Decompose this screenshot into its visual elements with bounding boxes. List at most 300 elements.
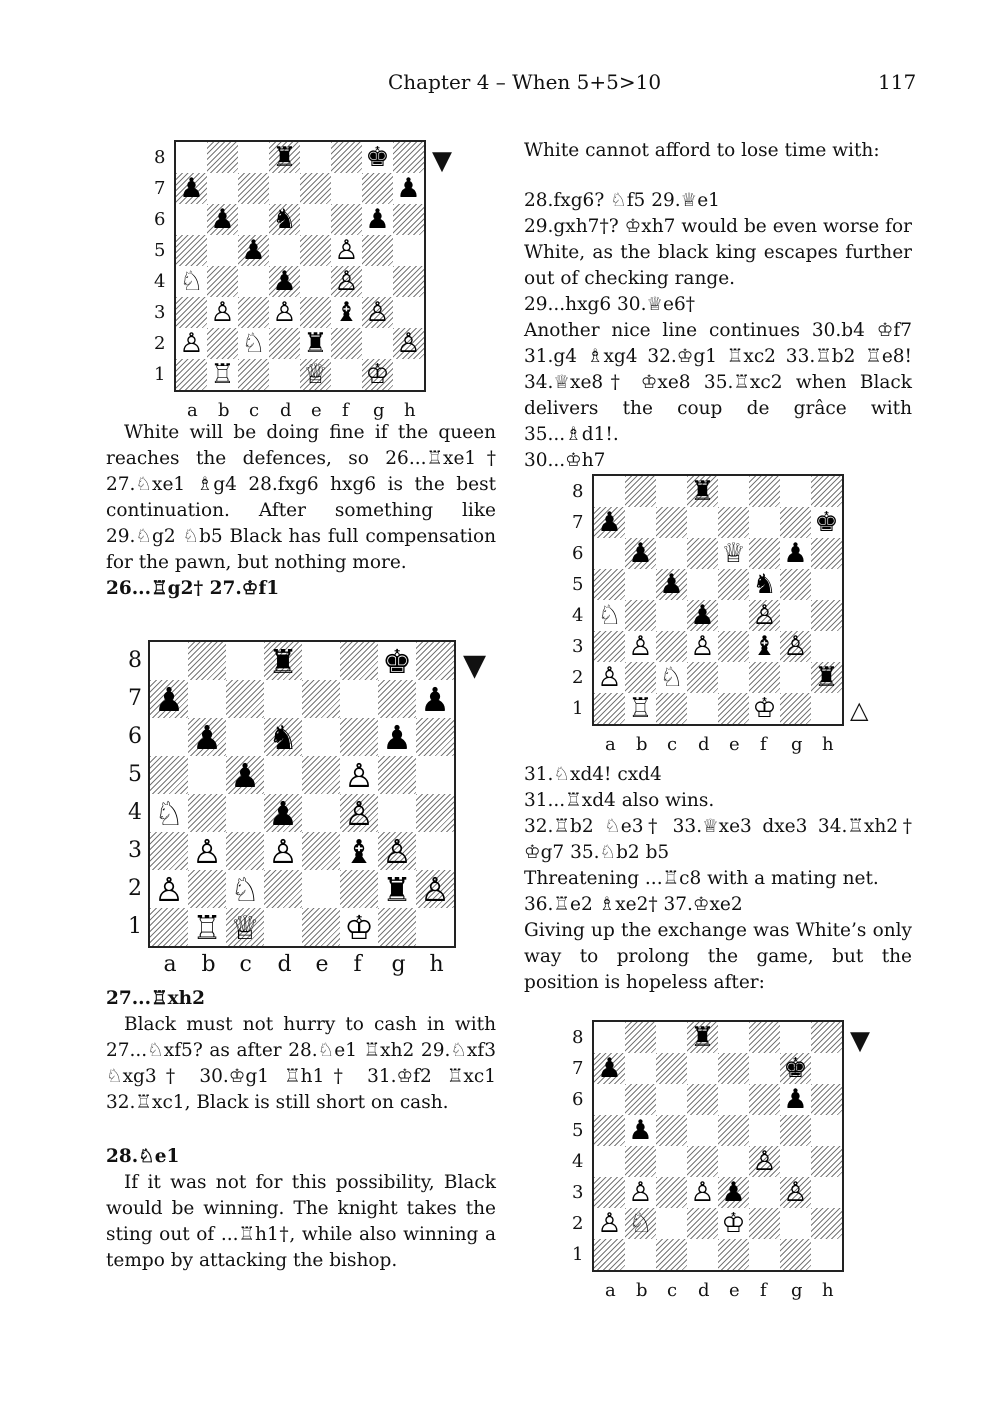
rank-label: 3 [154,301,166,323]
board-square [150,870,188,908]
white-knight-icon: ♘ [659,662,684,693]
board-square [780,1177,811,1208]
board-square [150,832,188,870]
board-square [656,476,687,507]
board-square [718,631,749,662]
board-square [331,266,362,297]
black-pawn-icon: ♟ [783,538,808,569]
board-square [393,204,424,235]
black-rook-icon: ♜ [303,328,328,359]
board-square [811,1022,842,1053]
file-label: d [698,734,710,755]
board-square [269,235,300,266]
board-square [176,359,207,390]
black-pawn-icon: ♟ [721,1177,746,1208]
chessboard [148,640,456,948]
file-label: e [729,734,740,755]
board-square [656,1208,687,1239]
board-square [378,908,416,946]
board-square [594,662,625,693]
board-square [362,328,393,359]
file-label: c [667,1280,678,1301]
board-square [656,631,687,662]
black-pawn-icon: ♟ [420,679,450,719]
rank-label: 2 [154,332,166,354]
variation-note: Another nice line continues 30.b4 ♔f7 31.g4 ♗xg4 32.♔g1 ♖xc2 33.♖b2 ♖e8! 34.♕xe8† ♔xe8 35.♖xc2 when Black delivers the coup de grâce with 35...♗d1!. [524,320,912,445]
board-square [718,1084,749,1115]
board-square [625,1053,656,1084]
variation-move: 31.♘xd4! cxd4 [524,764,662,785]
board-square [780,476,811,507]
board-square [656,600,687,631]
board-square [226,832,264,870]
board-square [264,718,302,756]
board-square [238,204,269,235]
board-square [176,297,207,328]
board-square [207,204,238,235]
board-square [302,642,340,680]
board-square [188,794,226,832]
board-square [718,476,749,507]
board-square [749,693,780,724]
board-square [393,297,424,328]
white-pawn-icon: ♙ [690,631,715,662]
black-pawn-icon: ♟ [382,717,412,757]
board-square [625,1084,656,1115]
right-column [524,138,912,474]
rank-label: 5 [572,573,584,595]
board-square [238,266,269,297]
board-square [811,476,842,507]
board-square [188,718,226,756]
board-square [207,328,238,359]
board-square [718,1208,749,1239]
file-label: b [636,1280,648,1301]
white-pawn-icon: ♙ [210,297,235,328]
black-pawn-icon: ♟ [268,793,298,833]
board-square [300,266,331,297]
board-square [718,569,749,600]
file-label: f [760,734,767,755]
board-square [226,718,264,756]
rank-label: 8 [154,146,166,168]
board-square [331,328,362,359]
rank-label: 1 [128,914,142,939]
white-rook-icon: ♖ [210,359,235,390]
board-square [749,507,780,538]
white-pawn-icon: ♙ [783,631,808,662]
black-pawn-icon: ♟ [628,1115,653,1146]
board-square [625,476,656,507]
board-square [594,1177,625,1208]
board-square [811,1177,842,1208]
white-pawn-icon: ♙ [783,1177,808,1208]
file-label: e [315,952,329,977]
board-square [749,1115,780,1146]
board-square [749,1084,780,1115]
board-square [625,1239,656,1270]
board-square [302,832,340,870]
board-square [188,908,226,946]
board-square [264,870,302,908]
board-square [811,693,842,724]
board-square [150,756,188,794]
board-square [300,142,331,173]
board-square [687,1239,718,1270]
board-square [780,1053,811,1084]
board-square [811,1239,842,1270]
white-pawn-icon: ♙ [334,266,359,297]
board-square [302,718,340,756]
left-column [106,420,496,602]
rank-label: 3 [572,635,584,657]
board-square [718,1053,749,1084]
board-square [625,538,656,569]
board-square [811,600,842,631]
board-square [811,1208,842,1239]
board-square [594,1022,625,1053]
analysis-paragraph: White will be doing fine if the queen reaches the defences, so 26...♖xe1† 27.♘xe1 ♗g4 28.fxg6 hxg6 is the best continuation. After something like 29.♘g2 ♘b5 Black has full compensation for the pawn, but nothing more. [106,422,496,573]
black-king-icon: ♚ [365,142,390,173]
game-move: 28.♘e1 [106,1146,180,1167]
board-square [718,662,749,693]
board-square [416,756,454,794]
board-square [656,507,687,538]
white-pawn-icon: ♙ [154,869,184,909]
board-square [811,662,842,693]
board-square [656,1084,687,1115]
file-label: f [342,400,349,421]
white-pawn-icon: ♙ [179,328,204,359]
rank-label: 8 [572,480,584,502]
white-pawn-icon: ♙ [396,328,421,359]
file-label: g [391,952,406,977]
black-to-move-icon: ▼ [850,1026,870,1056]
board-square [780,538,811,569]
board-square [594,693,625,724]
board-square [207,266,238,297]
board-square [393,173,424,204]
board-square [656,662,687,693]
board-square [656,1146,687,1177]
rank-label: 8 [572,1026,584,1048]
variation-move: 28.fxg6? ♘f5 29.♕e1 [524,190,720,211]
file-label: e [729,1280,740,1301]
white-pawn-icon: ♙ [597,662,622,693]
board-square [150,908,188,946]
board-square [362,359,393,390]
variation-note: 29.gxh7†? ♔xh7 would be even worse for White, as the black king escapes further out of checking range. [524,216,912,289]
white-pawn-icon: ♙ [365,297,390,328]
file-label: a [187,400,198,421]
board-square [362,297,393,328]
chessboard [592,1020,844,1272]
file-label: c [239,952,252,977]
white-pawn-icon: ♙ [344,755,374,795]
board-square [207,142,238,173]
file-label: f [760,1280,767,1301]
board-square [150,718,188,756]
analysis-paragraph: Black must not hurry to cash in with 27...♘xf5? as after 28.♘e1 ♖xh2 29.♘xf3 ♘xg3† 30.♔g1 ♖h1† 31.♔f2 ♖xc1 32.♖xc1, Black is still short on cash. [106,1014,496,1113]
chess-diagram-4 [560,1020,914,1306]
board-square [188,870,226,908]
board-square [188,642,226,680]
board-square [687,476,718,507]
board-square [780,1146,811,1177]
board-square [594,507,625,538]
white-pawn-icon: ♙ [334,235,359,266]
board-square [780,1239,811,1270]
game-move: 27...♖xh2 [106,988,206,1009]
board-square [340,794,378,832]
board-square [749,569,780,600]
page-number: 117 [878,70,917,94]
board-square [811,569,842,600]
board-square [150,680,188,718]
board-square [687,1022,718,1053]
rank-label: 5 [154,239,166,261]
board-square [340,832,378,870]
board-square [780,662,811,693]
black-pawn-icon: ♟ [597,507,622,538]
board-square [264,680,302,718]
white-rook-icon: ♖ [192,907,222,947]
rank-label: 6 [572,542,584,564]
rank-label: 1 [572,1243,584,1265]
white-queen-icon: ♕ [230,907,260,947]
board-square [300,359,331,390]
board-square [749,1208,780,1239]
left-column-continued [106,986,496,1274]
board-square [362,235,393,266]
board-square [687,662,718,693]
file-label: h [429,952,444,977]
white-pawn-icon: ♙ [382,831,412,871]
board-square [378,870,416,908]
board-square [362,173,393,204]
board-square [331,297,362,328]
board-square [150,642,188,680]
board-square [780,507,811,538]
board-square [331,359,362,390]
board-square [416,794,454,832]
variation-note: 31...♖xd4 also wins. [524,790,715,811]
board-square [340,870,378,908]
black-pawn-icon: ♟ [154,679,184,719]
analysis-paragraph: If it was not for this possibility, Black would be winning. The knight takes the sting out of ...♖h1†, while also winning a tempo by attacking the bishop. [106,1172,496,1271]
board-square [656,569,687,600]
board-square [300,297,331,328]
white-queen-icon: ♕ [721,538,746,569]
board-square [416,870,454,908]
black-pawn-icon: ♟ [241,235,266,266]
white-knight-icon: ♘ [179,266,204,297]
board-square [594,1208,625,1239]
board-square [207,359,238,390]
file-label: a [605,1280,616,1301]
board-square [226,870,264,908]
file-label: e [311,400,322,421]
board-square [625,507,656,538]
black-pawn-icon: ♟ [659,569,684,600]
black-king-icon: ♚ [814,507,839,538]
file-label: g [373,400,385,421]
chessboard [592,474,844,726]
white-pawn-icon: ♙ [192,831,222,871]
board-square [238,142,269,173]
black-rook-icon: ♜ [272,142,297,173]
board-square [625,693,656,724]
black-pawn-icon: ♟ [210,204,235,235]
black-pawn-icon: ♟ [365,204,390,235]
board-square [176,266,207,297]
board-square [207,297,238,328]
board-square [176,142,207,173]
board-square [302,794,340,832]
chapter-title: Chapter 4 – When 5+5>10 [388,70,662,94]
board-square [331,142,362,173]
file-label: b [218,400,230,421]
black-bishop-icon: ♝ [752,631,777,662]
board-square [416,832,454,870]
board-square [226,642,264,680]
board-square [594,631,625,662]
chess-diagram-3 [560,474,914,760]
board-square [300,173,331,204]
board-square [331,204,362,235]
chess-diagram-1 [148,140,496,426]
rank-label: 3 [128,838,142,863]
board-square [811,538,842,569]
board-square [718,600,749,631]
board-square [625,631,656,662]
white-queen-icon: ♕ [303,359,328,390]
board-square [378,794,416,832]
board-square [687,693,718,724]
black-rook-icon: ♜ [382,869,412,909]
board-square [238,235,269,266]
board-square [687,631,718,662]
board-square [625,1022,656,1053]
file-label: h [822,734,834,755]
board-square [780,1115,811,1146]
file-label: d [277,952,292,977]
board-square [393,359,424,390]
file-label: h [404,400,416,421]
board-square [302,870,340,908]
board-square [362,142,393,173]
white-pawn-icon: ♙ [344,793,374,833]
board-square [188,832,226,870]
board-square [625,569,656,600]
board-square [749,631,780,662]
board-square [269,173,300,204]
rank-label: 7 [128,686,142,711]
board-square [393,235,424,266]
white-knight-icon: ♘ [241,328,266,359]
board-square [594,600,625,631]
black-pawn-icon: ♟ [230,755,260,795]
black-rook-icon: ♜ [268,641,298,681]
right-column-continued [524,762,912,996]
board-square [811,507,842,538]
board-square [378,756,416,794]
board-square [687,507,718,538]
black-knight-icon: ♞ [268,717,298,757]
black-bishop-icon: ♝ [344,831,374,871]
board-square [811,1115,842,1146]
black-pawn-icon: ♟ [272,266,297,297]
board-square [749,1239,780,1270]
board-square [687,600,718,631]
white-king-icon: ♔ [721,1208,746,1239]
board-square [780,600,811,631]
rank-label: 2 [128,876,142,901]
white-king-icon: ♔ [752,693,777,724]
file-label: d [280,400,292,421]
board-square [594,569,625,600]
variation-note: Threatening ...♖c8 with a mating net. [524,868,879,889]
board-square [362,266,393,297]
board-square [302,756,340,794]
white-knight-icon: ♘ [154,793,184,833]
file-label: g [791,1280,803,1301]
board-square [188,756,226,794]
board-square [749,1146,780,1177]
board-square [625,662,656,693]
variation-move: 36.♖e2 ♗xe2† 37.♔xe2 [524,894,743,915]
rank-label: 4 [572,604,584,626]
variation-move: 30...♔h7 [524,450,606,471]
board-square [749,662,780,693]
board-square [749,600,780,631]
board-square [594,1239,625,1270]
board-square [378,832,416,870]
rank-label: 3 [572,1181,584,1203]
board-square [718,1146,749,1177]
rank-label: 7 [154,177,166,199]
board-square [656,1239,687,1270]
board-square [176,235,207,266]
board-square [269,328,300,359]
board-square [150,794,188,832]
board-square [300,328,331,359]
board-square [656,1177,687,1208]
black-pawn-icon: ♟ [783,1084,808,1115]
board-square [780,1084,811,1115]
black-pawn-icon: ♟ [690,600,715,631]
board-square [749,476,780,507]
board-square [300,204,331,235]
file-label: h [822,1280,834,1301]
rank-label: 5 [128,762,142,787]
board-square [264,832,302,870]
board-square [625,600,656,631]
black-to-move-icon: ▼ [463,648,487,683]
white-pawn-icon: ♙ [752,600,777,631]
board-square [687,1053,718,1084]
rank-label: 7 [572,1057,584,1079]
file-label: b [201,952,216,977]
board-square [687,538,718,569]
board-square [340,718,378,756]
rank-label: 6 [128,724,142,749]
white-pawn-icon: ♙ [628,1177,653,1208]
board-square [226,794,264,832]
file-label: a [163,952,177,977]
black-pawn-icon: ♟ [628,538,653,569]
board-square [416,642,454,680]
